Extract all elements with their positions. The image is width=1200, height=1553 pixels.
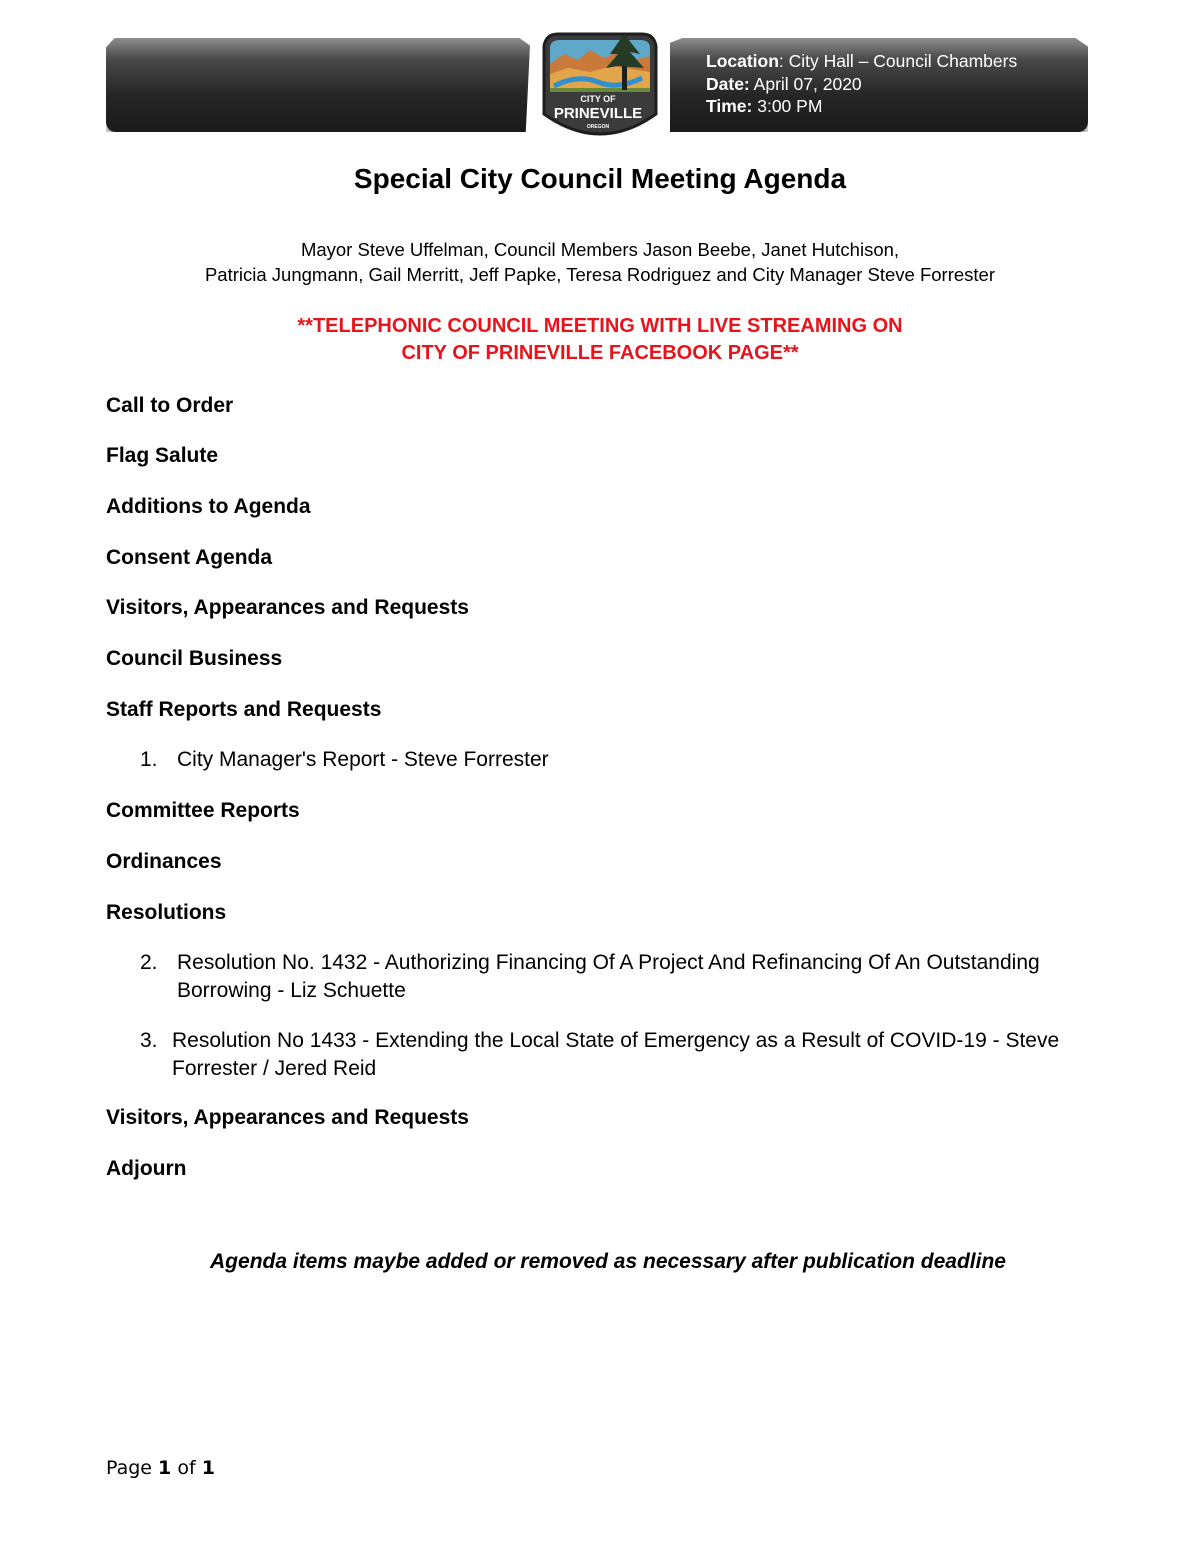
logo-line3: OREGON [586, 124, 610, 130]
notice-line-2: CITY OF PRINEVILLE FACEBOOK PAGE** [401, 342, 799, 364]
section-committee-reports: Committee Reports [106, 799, 300, 822]
section-call-to-order: Call to Order [106, 394, 234, 417]
section-flag-salute: Flag Salute [106, 444, 219, 467]
notice-line-1: **TELEPHONIC COUNCIL MEETING WITH LIVE STREAMING ON [297, 315, 903, 337]
agenda-item-2 [140, 949, 1100, 1005]
meeting-info [706, 50, 1017, 118]
logo-line2: PRINEVILLE [553, 105, 643, 122]
section-consent-agenda: Consent Agenda [106, 546, 273, 569]
meeting-location: Location: City Hall – Council Chambers [706, 51, 1018, 71]
header-banner-left [106, 38, 530, 132]
agenda-item-3 [140, 1027, 1100, 1083]
city-of-prineville-logo [538, 30, 662, 144]
section-ordinances: Ordinances [106, 850, 222, 873]
agenda-item-text: City Manager's Report - Steve Forrester [177, 748, 549, 771]
attendees-line-2: Patricia Jungmann, Gail Merritt, Jeff Papke, Teresa Rodriguez and City Manager Steve Forrester [204, 264, 996, 285]
page-number: Page 1 of 1 [106, 1457, 215, 1479]
telephonic-notice [0, 313, 1200, 367]
attendees [0, 237, 1200, 287]
agenda-item-number: 2. [140, 951, 158, 974]
attendees-line-1: Mayor Steve Uffelman, Council Members Jason Beebe, Janet Hutchison, [300, 239, 900, 260]
agenda-item-text: Resolution No. 1432 - Authorizing Financing Of A Project And Refinancing Of An Outstanding Borrowing - Liz Schuette [177, 951, 1040, 1002]
section-visitors-appearances-2: Visitors, Appearances and Requests [106, 1106, 469, 1129]
section-additions-to-agenda: Additions to Agenda [106, 495, 311, 518]
section-council-business: Council Business [106, 647, 283, 670]
meeting-date: Date: April 07, 2020 [706, 73, 862, 94]
meeting-time: Time: 3:00 PM [706, 96, 823, 116]
agenda-item-number: 3. [140, 1029, 158, 1052]
agenda-item-text: Resolution No 1433 - Extending the Local State of Emergency as a Result of COVID-19 - Steve Forrester / Jered Reid [172, 1029, 1060, 1080]
section-visitors-appearances: Visitors, Appearances and Requests [106, 596, 469, 619]
agenda-item-number: 1. [140, 748, 158, 771]
section-resolutions: Resolutions [106, 901, 227, 924]
section-adjourn: Adjourn [106, 1157, 187, 1180]
logo-line1: CITY OF [580, 94, 616, 104]
section-staff-reports: Staff Reports and Requests [106, 698, 382, 721]
publication-note: Agenda items maybe added or removed as necessary after publication deadline [210, 1250, 1006, 1273]
page-title: Special City Council Meeting Agenda [353, 163, 847, 194]
agenda-item-1 [140, 746, 1100, 774]
